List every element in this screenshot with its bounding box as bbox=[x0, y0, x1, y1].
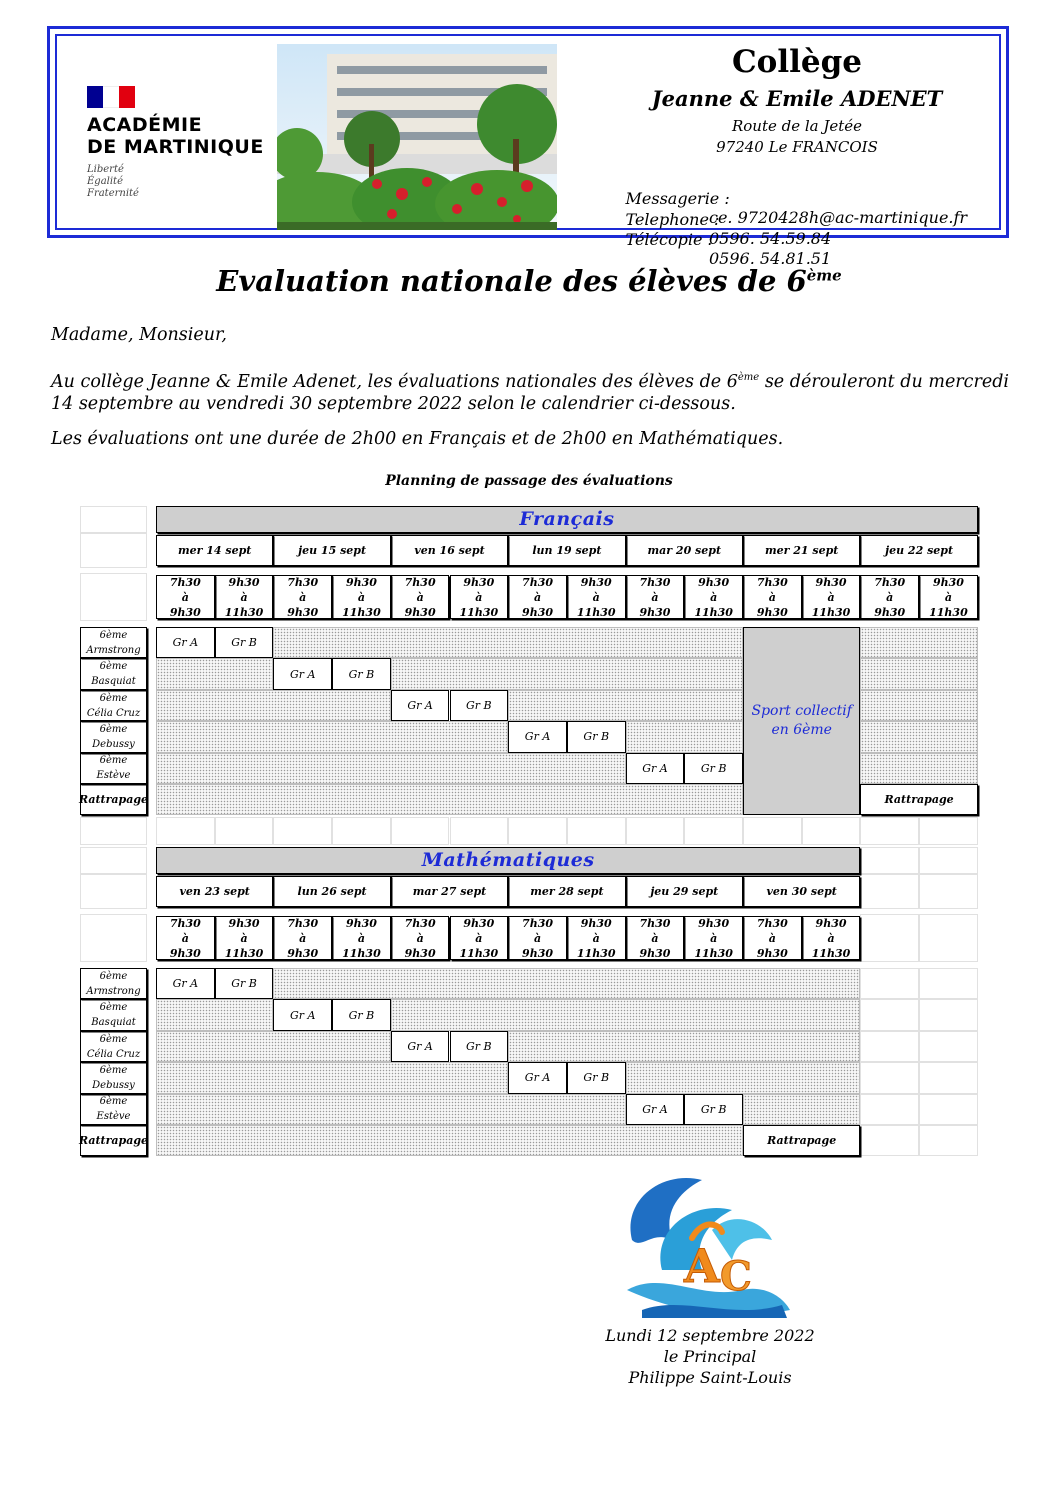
group-a-cell: Gr A bbox=[391, 1031, 450, 1062]
dotted-cell bbox=[156, 658, 273, 689]
francais-time-slot: 9h30 à 11h30 bbox=[332, 575, 391, 619]
svg-text:C: C bbox=[720, 1253, 752, 1300]
group-b-cell: Gr B bbox=[450, 1031, 509, 1062]
maths-time-slot: 9h30 à 11h30 bbox=[332, 916, 391, 960]
maths-day-header: ven 30 sept bbox=[743, 876, 860, 907]
intro-part-b: se dérouleront du mercredi 14 septembre au vendredi 30 septembre 2022 selon le calendrier ci-dessous. bbox=[51, 372, 1009, 414]
contact-email-value: ce. 9720428h@ac-martinique.fr bbox=[709, 208, 968, 227]
dotted-cell bbox=[743, 1094, 860, 1125]
empty-cell bbox=[860, 968, 919, 999]
francais-time-slot: 7h30 à 9h30 bbox=[508, 575, 567, 619]
empty-cell bbox=[919, 999, 978, 1030]
dotted-cell bbox=[273, 627, 743, 658]
francais-time-slot: 7h30 à 9h30 bbox=[156, 575, 215, 619]
dotted-cell bbox=[156, 1031, 391, 1062]
class-label: 6ème Armstrong bbox=[80, 968, 147, 999]
group-a-cell: Gr A bbox=[273, 999, 332, 1030]
francais-day-header: mar 20 sept bbox=[626, 535, 743, 566]
dotted-cell bbox=[156, 1062, 508, 1093]
dotted-cell bbox=[508, 1031, 860, 1062]
francais-subject-header: Français bbox=[156, 506, 978, 533]
maths-time-slot: 9h30 à 11h30 bbox=[450, 916, 509, 960]
intro-sup: ème bbox=[737, 372, 760, 384]
empty-cell bbox=[860, 1062, 919, 1093]
francais-day-header: jeu 15 sept bbox=[273, 535, 390, 566]
francais-time-slot: 9h30 à 11h30 bbox=[919, 575, 978, 619]
group-a-cell: Gr A bbox=[508, 721, 567, 752]
empty-cell bbox=[80, 533, 147, 568]
francais-time-slot: 9h30 à 11h30 bbox=[450, 575, 509, 619]
maths-time-slot: 9h30 à 11h30 bbox=[215, 916, 274, 960]
intro-paragraph bbox=[51, 371, 1009, 415]
dotted-cell bbox=[860, 658, 977, 689]
intro-part-a: Au collège Jeanne & Emile Adenet, les évaluations nationales des élèves de 6 bbox=[51, 372, 738, 392]
college-crest-logo bbox=[622, 1170, 792, 1320]
francais-time-slot: 9h30 à 11h30 bbox=[215, 575, 274, 619]
maths-day-header: ven 23 sept bbox=[156, 876, 273, 907]
group-a-cell: Gr A bbox=[508, 1062, 567, 1093]
empty-cell bbox=[80, 914, 147, 962]
empty-cell bbox=[860, 847, 919, 874]
group-b-cell: Gr B bbox=[215, 968, 274, 999]
signature-date: Lundi 12 septembre 2022 bbox=[605, 1326, 815, 1345]
header-frame bbox=[47, 26, 1009, 268]
empty-cell bbox=[860, 817, 919, 845]
contact-fax-label: Télécopie : bbox=[625, 230, 713, 249]
maths-subject-header: Mathématiques bbox=[156, 847, 860, 874]
flag-blue bbox=[87, 86, 103, 108]
dotted-cell bbox=[860, 721, 977, 752]
logo-line1: ACADÉMIE bbox=[87, 114, 203, 136]
francais-day-header: mer 21 sept bbox=[743, 535, 860, 566]
group-a-cell: Gr A bbox=[156, 627, 215, 658]
empty-cell bbox=[80, 506, 147, 533]
maths-time-slot: 9h30 à 11h30 bbox=[684, 916, 743, 960]
signature-role: le Principal bbox=[663, 1347, 757, 1366]
empty-cell bbox=[919, 1094, 978, 1125]
maths-time-slot: 7h30 à 9h30 bbox=[743, 916, 802, 960]
signature-name: Philippe Saint-Louis bbox=[628, 1368, 792, 1387]
school-name: Collège bbox=[731, 44, 863, 80]
maths-time-slot: 7h30 à 9h30 bbox=[391, 916, 450, 960]
contact-fax-value: 0596. 54.81.51 bbox=[709, 249, 832, 268]
group-a-cell: Gr A bbox=[626, 753, 685, 784]
group-b-cell: Gr B bbox=[684, 1094, 743, 1125]
empty-cell bbox=[860, 874, 919, 909]
francais-time-slot: 9h30 à 11h30 bbox=[802, 575, 861, 619]
empty-cell bbox=[80, 847, 147, 874]
dotted-cell bbox=[860, 627, 977, 658]
logo-line2: DE MARTINIQUE bbox=[87, 136, 264, 158]
francais-time-slot: 7h30 à 9h30 bbox=[743, 575, 802, 619]
contact-phone-value: 0596. 54.59.84 bbox=[709, 229, 832, 248]
maths-day-header: mar 27 sept bbox=[391, 876, 508, 907]
empty-cell bbox=[626, 817, 685, 845]
group-b-cell: Gr B bbox=[450, 690, 509, 721]
group-b-cell: Gr B bbox=[684, 753, 743, 784]
empty-cell bbox=[684, 817, 743, 845]
logo-motto bbox=[87, 164, 287, 200]
francais-day-header: lun 19 sept bbox=[508, 535, 625, 566]
maths-day-header: mer 28 sept bbox=[508, 876, 625, 907]
empty-cell bbox=[80, 817, 147, 845]
empty-cell bbox=[80, 874, 147, 909]
motto-liberte: Liberté bbox=[87, 164, 124, 175]
empty-cell bbox=[273, 817, 332, 845]
empty-cell bbox=[156, 817, 215, 845]
motto-egalite: Égalité bbox=[87, 176, 123, 187]
dotted-cell bbox=[391, 658, 743, 689]
rattrapage-label: Rattrapage bbox=[80, 1125, 147, 1156]
school-address-1: Route de la Jetée bbox=[731, 117, 863, 135]
francais-day-header: jeu 22 sept bbox=[860, 535, 977, 566]
group-b-cell: Gr B bbox=[332, 658, 391, 689]
class-label: 6ème Debussy bbox=[80, 721, 147, 752]
francais-time-slot: 9h30 à 11h30 bbox=[684, 575, 743, 619]
empty-cell bbox=[860, 1094, 919, 1125]
francais-day-header: ven 16 sept bbox=[391, 535, 508, 566]
duration-paragraph: Les évaluations ont une durée de 2h00 en Français et de 2h00 en Mathématiques. bbox=[51, 429, 784, 449]
group-a-cell: Gr A bbox=[626, 1094, 685, 1125]
group-b-cell: Gr B bbox=[567, 1062, 626, 1093]
dotted-cell bbox=[156, 753, 626, 784]
svg-text:A: A bbox=[684, 1239, 720, 1293]
empty-cell bbox=[919, 874, 978, 909]
title-text: Evaluation nationale des élèves de 6 bbox=[216, 264, 807, 298]
french-flag-icon bbox=[87, 86, 135, 108]
empty-cell bbox=[391, 817, 450, 845]
contact-phone-label: Telephone : bbox=[625, 210, 720, 229]
maths-day-header: lun 26 sept bbox=[273, 876, 390, 907]
empty-cell bbox=[332, 817, 391, 845]
group-b-cell: Gr B bbox=[332, 999, 391, 1030]
maths-time-slot: 7h30 à 9h30 bbox=[626, 916, 685, 960]
dotted-cell bbox=[156, 1125, 743, 1156]
group-b-cell: Gr B bbox=[215, 627, 274, 658]
empty-cell bbox=[802, 817, 861, 845]
contact-email-label: Messagerie : bbox=[625, 189, 730, 208]
maths-time-slot: 9h30 à 11h30 bbox=[567, 916, 626, 960]
empty-cell bbox=[508, 817, 567, 845]
motto-fraternite: Fraternité bbox=[87, 188, 139, 199]
empty-cell bbox=[919, 914, 978, 962]
dotted-cell bbox=[156, 690, 391, 721]
dotted-cell bbox=[156, 721, 508, 752]
title-sup: ème bbox=[806, 266, 842, 285]
maths-time-slot: 7h30 à 9h30 bbox=[508, 916, 567, 960]
maths-time-slot: 7h30 à 9h30 bbox=[273, 916, 332, 960]
empty-cell bbox=[80, 573, 147, 621]
maths-rattrapage-cell: Rattrapage bbox=[743, 1125, 860, 1156]
dotted-cell bbox=[626, 721, 743, 752]
dotted-cell bbox=[860, 690, 977, 721]
maths-day-header: jeu 29 sept bbox=[626, 876, 743, 907]
empty-cell bbox=[450, 817, 509, 845]
francais-time-slot: 7h30 à 9h30 bbox=[860, 575, 919, 619]
dotted-cell bbox=[156, 784, 743, 815]
group-a-cell: Gr A bbox=[273, 658, 332, 689]
group-b-cell: Gr B bbox=[567, 721, 626, 752]
francais-time-slot: 9h30 à 11h30 bbox=[567, 575, 626, 619]
class-label: 6ème Basquiat bbox=[80, 999, 147, 1030]
planning-title: Planning de passage des évaluations bbox=[385, 473, 673, 489]
school-photo bbox=[277, 44, 557, 230]
greeting: Madame, Monsieur, bbox=[51, 325, 227, 345]
class-label: 6ème Célia Cruz bbox=[80, 1031, 147, 1062]
signature-block bbox=[560, 1325, 860, 1388]
francais-time-slot: 7h30 à 9h30 bbox=[391, 575, 450, 619]
maths-time-slot: 9h30 à 11h30 bbox=[802, 916, 861, 960]
empty-cell bbox=[919, 1031, 978, 1062]
school-address-2: 97240 Le FRANCOIS bbox=[716, 138, 878, 156]
empty-cell bbox=[919, 1062, 978, 1093]
header-inner-frame bbox=[55, 34, 1001, 268]
dotted-cell bbox=[273, 968, 860, 999]
dotted-cell bbox=[860, 753, 977, 784]
empty-cell bbox=[919, 847, 978, 874]
class-label: 6ème Debussy bbox=[80, 1062, 147, 1093]
class-label: 6ème Célia Cruz bbox=[80, 690, 147, 721]
class-label: 6ème Estève bbox=[80, 753, 147, 784]
empty-cell bbox=[215, 817, 274, 845]
francais-time-slot: 7h30 à 9h30 bbox=[273, 575, 332, 619]
class-label: 6ème Estève bbox=[80, 1094, 147, 1125]
maths-time-slot: 7h30 à 9h30 bbox=[156, 916, 215, 960]
empty-cell bbox=[860, 1031, 919, 1062]
dotted-cell bbox=[391, 999, 861, 1030]
empty-cell bbox=[919, 968, 978, 999]
rattrapage-label: Rattrapage bbox=[80, 784, 147, 815]
francais-time-slot: 7h30 à 9h30 bbox=[626, 575, 685, 619]
dotted-cell bbox=[508, 690, 743, 721]
page-title bbox=[0, 264, 1058, 298]
empty-cell bbox=[567, 817, 626, 845]
class-label: 6ème Basquiat bbox=[80, 658, 147, 689]
flag-white bbox=[103, 86, 119, 108]
dotted-cell bbox=[626, 1062, 861, 1093]
empty-cell bbox=[919, 817, 978, 845]
empty-cell bbox=[919, 1125, 978, 1156]
dotted-cell bbox=[156, 1094, 626, 1125]
school-subname: Jeanne & Emile ADENET bbox=[651, 86, 943, 111]
flag-red bbox=[119, 86, 135, 108]
empty-cell bbox=[743, 817, 802, 845]
group-a-cell: Gr A bbox=[391, 690, 450, 721]
empty-cell bbox=[860, 999, 919, 1030]
dotted-cell bbox=[156, 999, 273, 1030]
group-a-cell: Gr A bbox=[156, 968, 215, 999]
francais-rattrapage-cell: Rattrapage bbox=[860, 784, 977, 815]
francais-day-header: mer 14 sept bbox=[156, 535, 273, 566]
sport-collectif-cell: Sport collectif en 6ème bbox=[743, 627, 860, 815]
empty-cell bbox=[860, 1125, 919, 1156]
class-label: 6ème Armstrong bbox=[80, 627, 147, 658]
academie-logo bbox=[87, 86, 287, 200]
empty-cell bbox=[860, 914, 919, 962]
